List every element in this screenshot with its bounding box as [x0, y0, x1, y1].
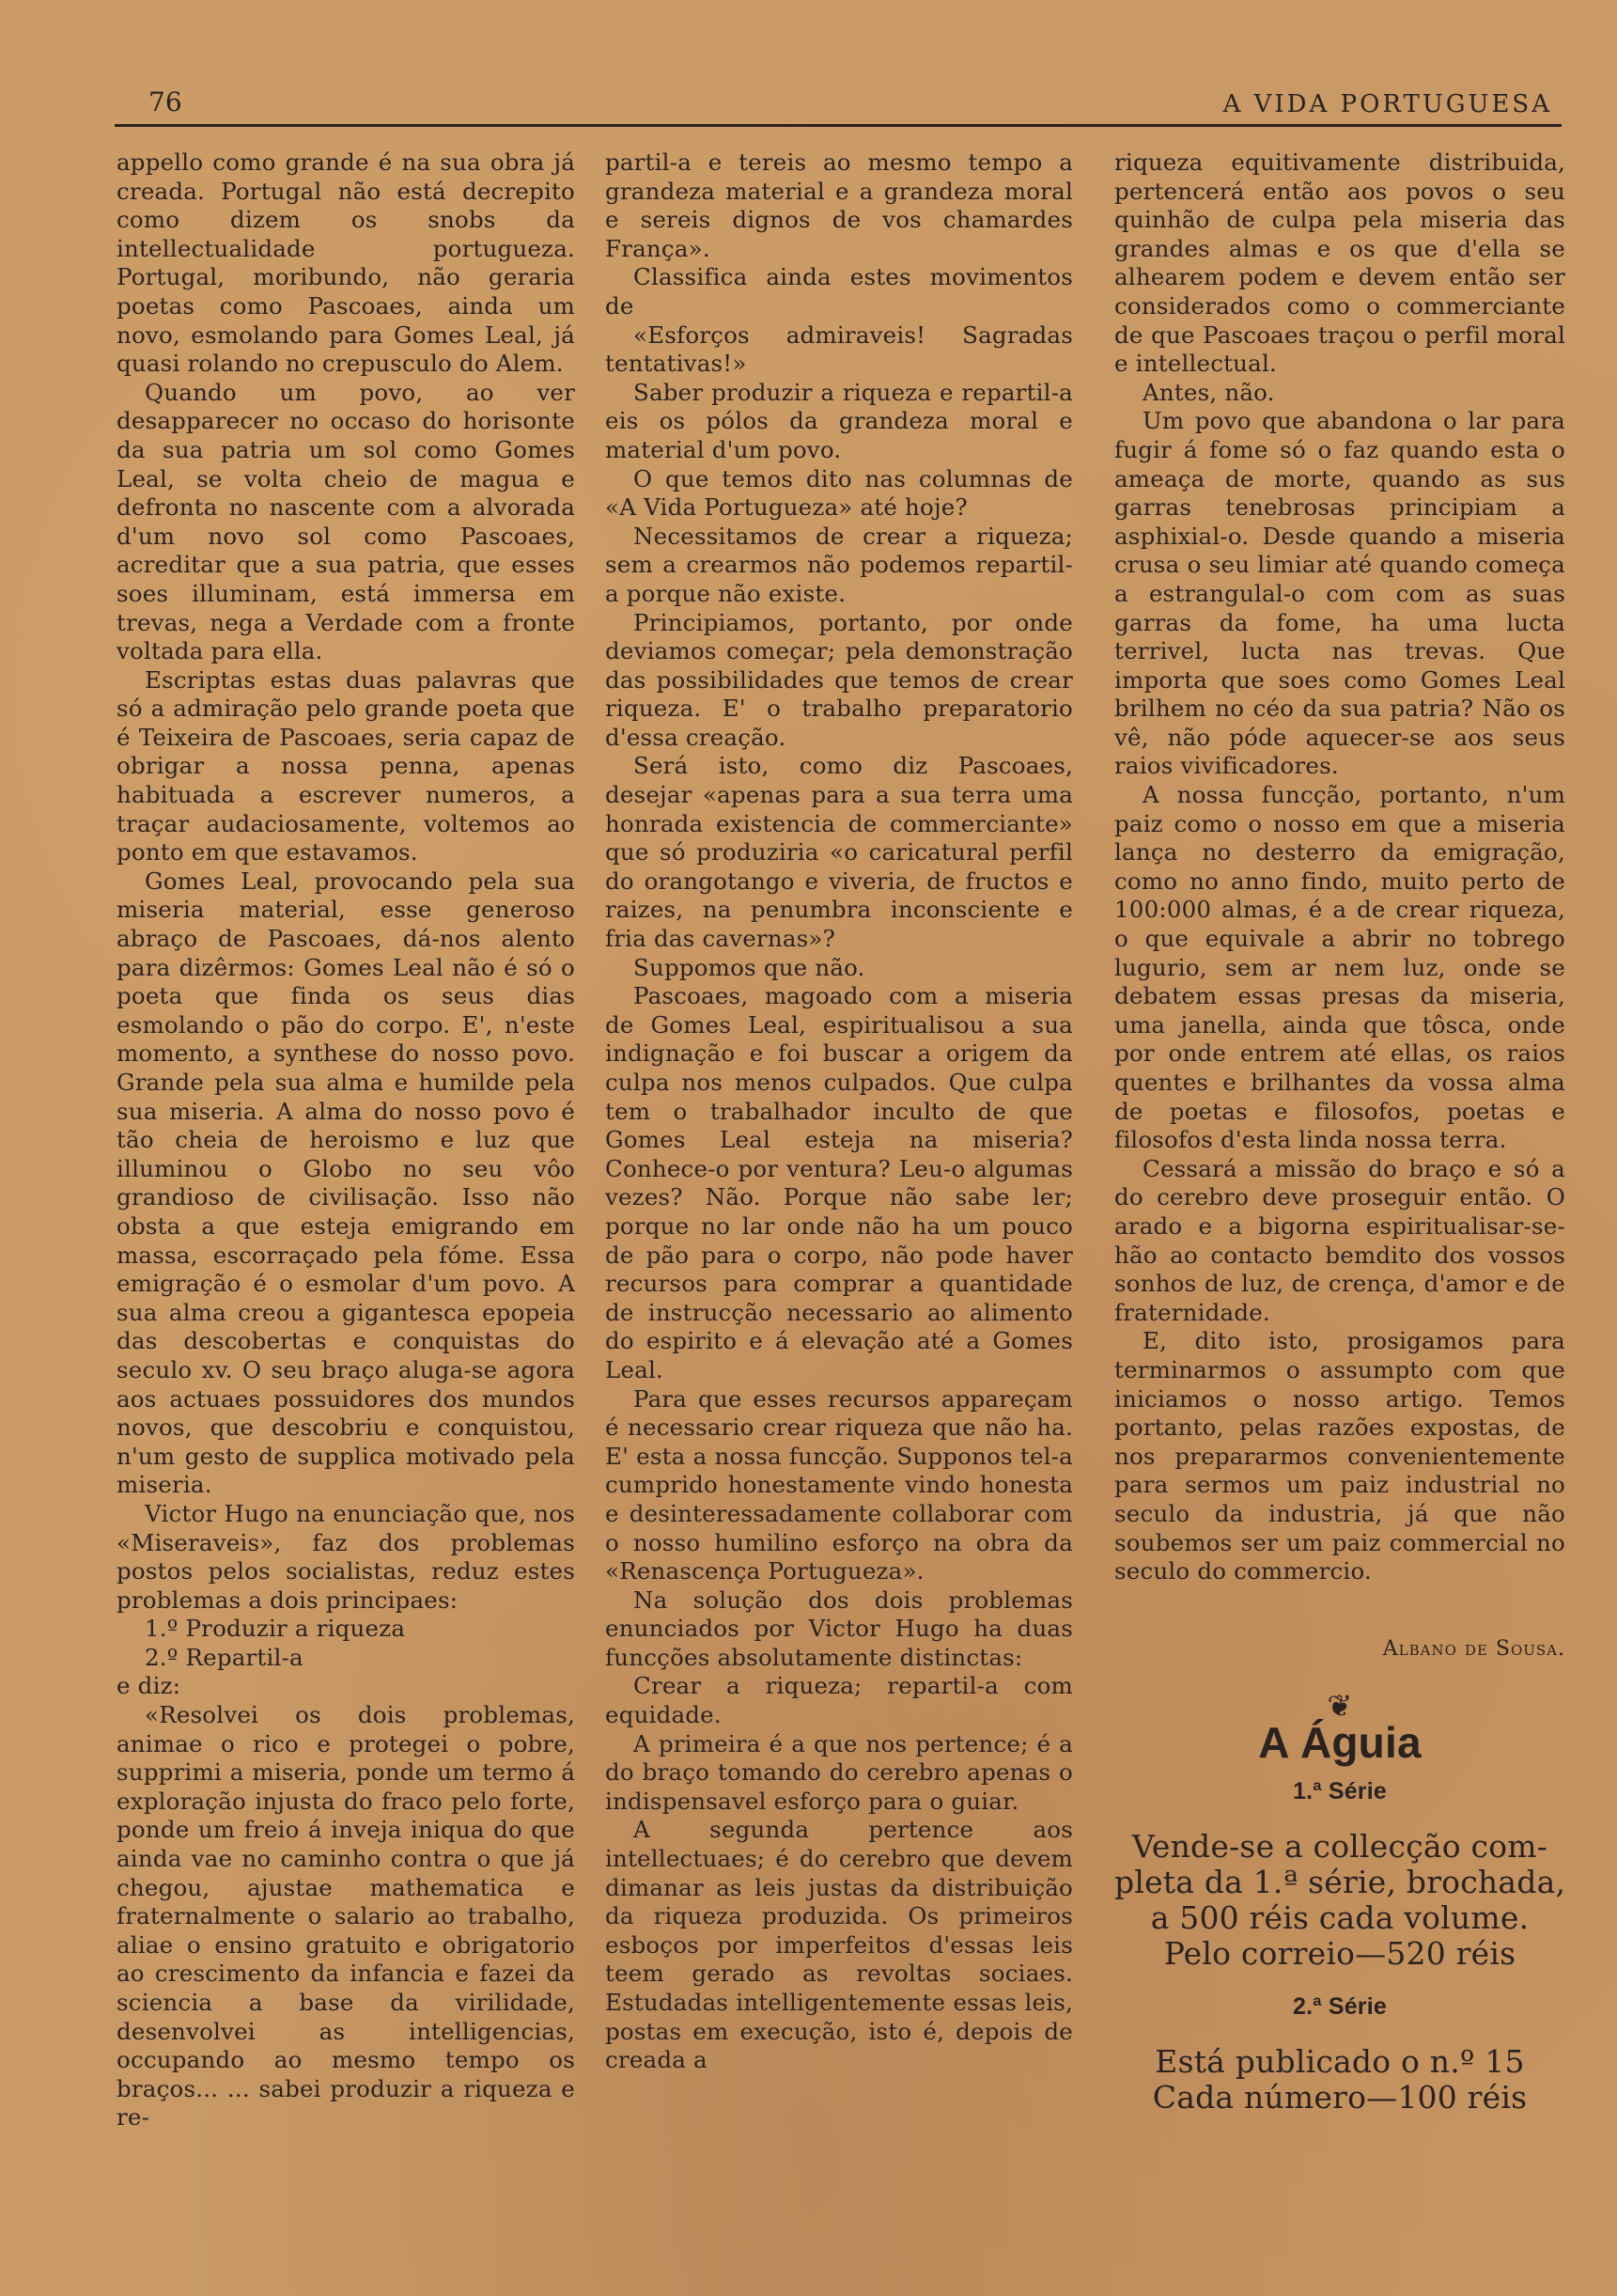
paragraph: Classifica ainda estes movimentos de: [605, 263, 1073, 320]
paragraph: Um povo que abandona o lar para fugir á fome só o faz quando esta o ameaça de morte, quando as sus garras tenebrosas principiam a asphixial-o. Desde quando a miseria crusa o seu limiar até quando começa a estrangulal-o com com as suas garras da fome, ha uma lucta terrivel, lucta nas trevas. Que importa que soes como Gomes Leal brilhem no céo da sua patria? Não os vê, não póde aquecer-se aos seus raios vivificadores.: [1114, 407, 1565, 780]
paragraph: partil-a e tereis ao mesmo tempo a grandeza material e a grandeza moral e sereis dignos de vos chamardes França».: [605, 148, 1073, 262]
paragraph: A segunda pertence aos intellectuaes; é do cerebro que devem dimanar as leis justas da distribuição da riqueza produzida. Os primeiros esboços por imperfeitos d'essas leis teem gerado as revoltas sociaes. Estudadas intelligentemente essas leis, postas em execução, isto é, depois de creada a: [605, 1816, 1073, 2074]
paragraph: Crear a riqueza; repartil-a com equidade.: [605, 1672, 1073, 1729]
paragraph: Para que esses recursos appareçam é necessario crear riqueza que não ha. E' esta a nossa funcção. Supponos tel-a cumprido honestamente vindo honesta e desinteressadamente collaborar com o nosso humilino esforço na obra da «Renascença Portugueza».: [605, 1384, 1073, 1585]
page-number: 76: [148, 86, 182, 117]
paragraph: 2.º Repartil-a: [145, 1643, 303, 1671]
column-3-text: [1114, 148, 1565, 1586]
ad-serie-1: 1.ª Série: [1292, 1778, 1387, 1805]
paragraph: Antes, não.: [1143, 378, 1275, 406]
column-1: [117, 148, 575, 2132]
paragraph: A nossa funcção, portanto, n'um paiz como o nosso em que a miseria lança no desterro da emigração, como no anno findo, muito perto de 100:000 almas, é a de crear riqueza, o que equivale a abrir no tobrego lugurio, sem ar nem luz, onde se debatem essas presas da miseria, uma janella, ainda que tôsca, onde por onde entrem até ellas, os raios quentes e brilhantes da vossa alma de poetas e filosofos, poetas e filosofos d'esta linda nossa terra.: [1114, 781, 1565, 1154]
paragraph: Na solução dos dois problemas enunciados por Victor Hugo ha duas funcções absolutamente distinctas:: [605, 1585, 1073, 1671]
ad-line: Cada número—100 réis: [1152, 2078, 1528, 2116]
paragraph: Gomes Leal, provocando pela sua miseria material, esse generoso abraço de Pascoaes, dá-nos alento para dizêrmos: Gomes Leal não é só o poeta que finda os seus dias esmolando o pão do corpo. E', n'este momento, a synthese do nosso povo. Grande pela sua alma e humilde pela sua miseria. A alma do nosso povo é tão cheia de heroismo e luz que illuminou o Globo no seu vôo grandioso de civilisação. Isso não obsta a que esteja emigrando em massa, escorraçado pela fóme. Essa emigração é o esmolar d'um povo. A sua alma creou a gigantesca epopeia das descobertas e conquistas do seculo xv. O seu braço aluga-se agora aos actuaes possuidores dos mundos novos, que descobriu e conquistou, n'um gesto de supplica motivado pela miseria.: [117, 867, 575, 1499]
author-signature: Albano de Sousa.: [1382, 1636, 1565, 1661]
paragraph: riqueza equitivamente distribuida, pertencerá então aos povos o seu quinhão de culpa pela miseria das grandes almas e os que d'ella se alhearem podem e devem então ser considerados como o commerciante de que Pascoaes traçou o perfil moral e intellectual.: [1114, 148, 1565, 378]
column-2: [605, 148, 1073, 2075]
page-header: [115, 83, 1562, 127]
paragraph: Será isto, como diz Pascoaes, desejar «apenas para a sua terra uma honrada existencia de commerciante» que só produziria «o caricatural perfil do orangotango e viveria, de fructos e raizes, na penumbra inconsciente e fria das cavernas»?: [605, 752, 1073, 953]
ad-serie-1-text: [1114, 1829, 1565, 1972]
paragraph: «Resolvei os dois problemas, animae o rico e protegei o pobre, supprimi a miseria, ponde um termo á exploração injusta do fraco pelo forte, ponde um freio á inveja iniqua do que ainda vae no caminho contra o que já chegou, ajustae mathematica e fraternalmente o salario ao trabalho, aliae o ensino gratuito e obrigatorio ao crescimento da infancia e fazei da sciencia a base da virilidade, desenvolvei as intelligencias, occupando ao mesmo tempo os braços... ... sabei produzir a riqueza e re-: [117, 1701, 575, 2132]
ad-line: pleta da 1.ª série, brochada,: [1114, 1864, 1566, 1901]
ad-line: Vende-se a collecção com-: [1131, 1828, 1548, 1866]
paragraph: Necessitamos de crear a riqueza; sem a crearmos não podemos repartil-a porque não existe.: [605, 522, 1073, 607]
ad-line: a 500 réis cada volume.: [1150, 1899, 1530, 1937]
paragraph: Victor Hugo na enunciação que, nos «Miseraveis», faz dos problemas postos pelos socialistas, reduz estes problemas a dois principaes:: [117, 1499, 575, 1614]
paragraph: E, dito isto, prosigamos para terminarmos o assumpto com que iniciamos o nosso artigo. Temos portanto, pelas razões expostas, de nos prepararmos convenientemente para sermos um paiz industrial no seculo da industria, já que não soubemos ser um paiz commercial no seculo do commercio.: [1114, 1327, 1565, 1585]
paragraph: «Esforços admiraveis! Sagradas tentativas!»: [605, 320, 1073, 378]
paragraph: appello como grande é na sua obra já creada. Portugal não está decrepito como dizem os snobs da intellectualidade portugueza. Portugal, moribundo, não geraria poetas como Pascoaes, ainda um novo, esmolando para Gomes Leal, já quasi rolando no crepusculo do Alem.: [117, 148, 575, 378]
paragraph: e diz:: [117, 1672, 181, 1700]
ad-line: Pelo correio—520 réis: [1163, 1935, 1516, 1973]
paragraph: 1.º Produzir a riqueza: [145, 1615, 406, 1643]
paragraph: Cessará a missão do braço e só a do cerebro deve proseguir então. O arado e a bigorna espiritualisar-se-hão ao contacto bemdito dos vossos sonhos de luz, de crença, d'amor e de fraternidade.: [1114, 1154, 1565, 1326]
ad-title: A Águia: [1258, 1717, 1422, 1767]
ornament-icon: ❦: [1327, 1688, 1353, 1725]
ad-serie-2: 2.ª Série: [1292, 1993, 1387, 2021]
paragraph: Saber produzir a riqueza e repartil-a eis os pólos da grandeza moral e material d'um povo.: [605, 378, 1073, 463]
paragraph: Pascoaes, magoado com a miseria de Gomes Leal, espiritualisou a sua indignação e foi buscar a origem da culpa nos menos culpados. Que culpa tem o trabalhador inculto de que Gomes Leal esteja na miseria? Conhece-o por ventura? Leu-o algumas vezes? Não. Porque não sabe ler; porque no lar onde não ha um pouco de pão para o corpo, não pode haver recursos para comprar a quantidade de instrucção necessario ao alimento do espirito e á elevação até a Gomes Leal.: [605, 982, 1073, 1383]
paragraph: Quando um povo, ao ver desapparecer no occaso do horisonte da sua patria um sol como Gomes Leal, se volta cheio de magua e defronta no nascente com a alvorada d'um novo sol como Pascoaes, acreditar que a sua patria, que esses soes illuminam, está immersa em trevas, nega a Verdade com a fronte voltada para ella.: [117, 378, 575, 665]
ad-serie-2-text: [1114, 2044, 1565, 2116]
ad-line: Está publicado o n.º 15: [1155, 2042, 1525, 2080]
paragraph: Suppomos que não.: [633, 953, 865, 981]
paragraph: Escriptas estas duas palavras que só a admiração pelo grande poeta que é Teixeira de Pascoaes, seria capaz de obrigar a nossa penna, apenas habituada a escrever numeros, a traçar audaciosamente, voltemos ao ponto em que estavamos.: [117, 665, 575, 867]
column-3: [1114, 148, 1565, 2116]
paragraph: A primeira é a que nos pertence; é a do braço tomando do cerebro apenas o indispensavel esforço para o guiar.: [605, 1729, 1073, 1815]
paragraph: Principiamos, portanto, por onde deviamos começar; pela demonstração das possibilidades que temos de crear riqueza. E' o trabalho preparatorio d'essa creação.: [605, 608, 1073, 751]
running-title: A VIDA PORTUGUESA: [1222, 90, 1552, 118]
paragraph: O que temos dito nas columnas de «A Vida Portugueza» até hoje?: [605, 464, 1073, 522]
